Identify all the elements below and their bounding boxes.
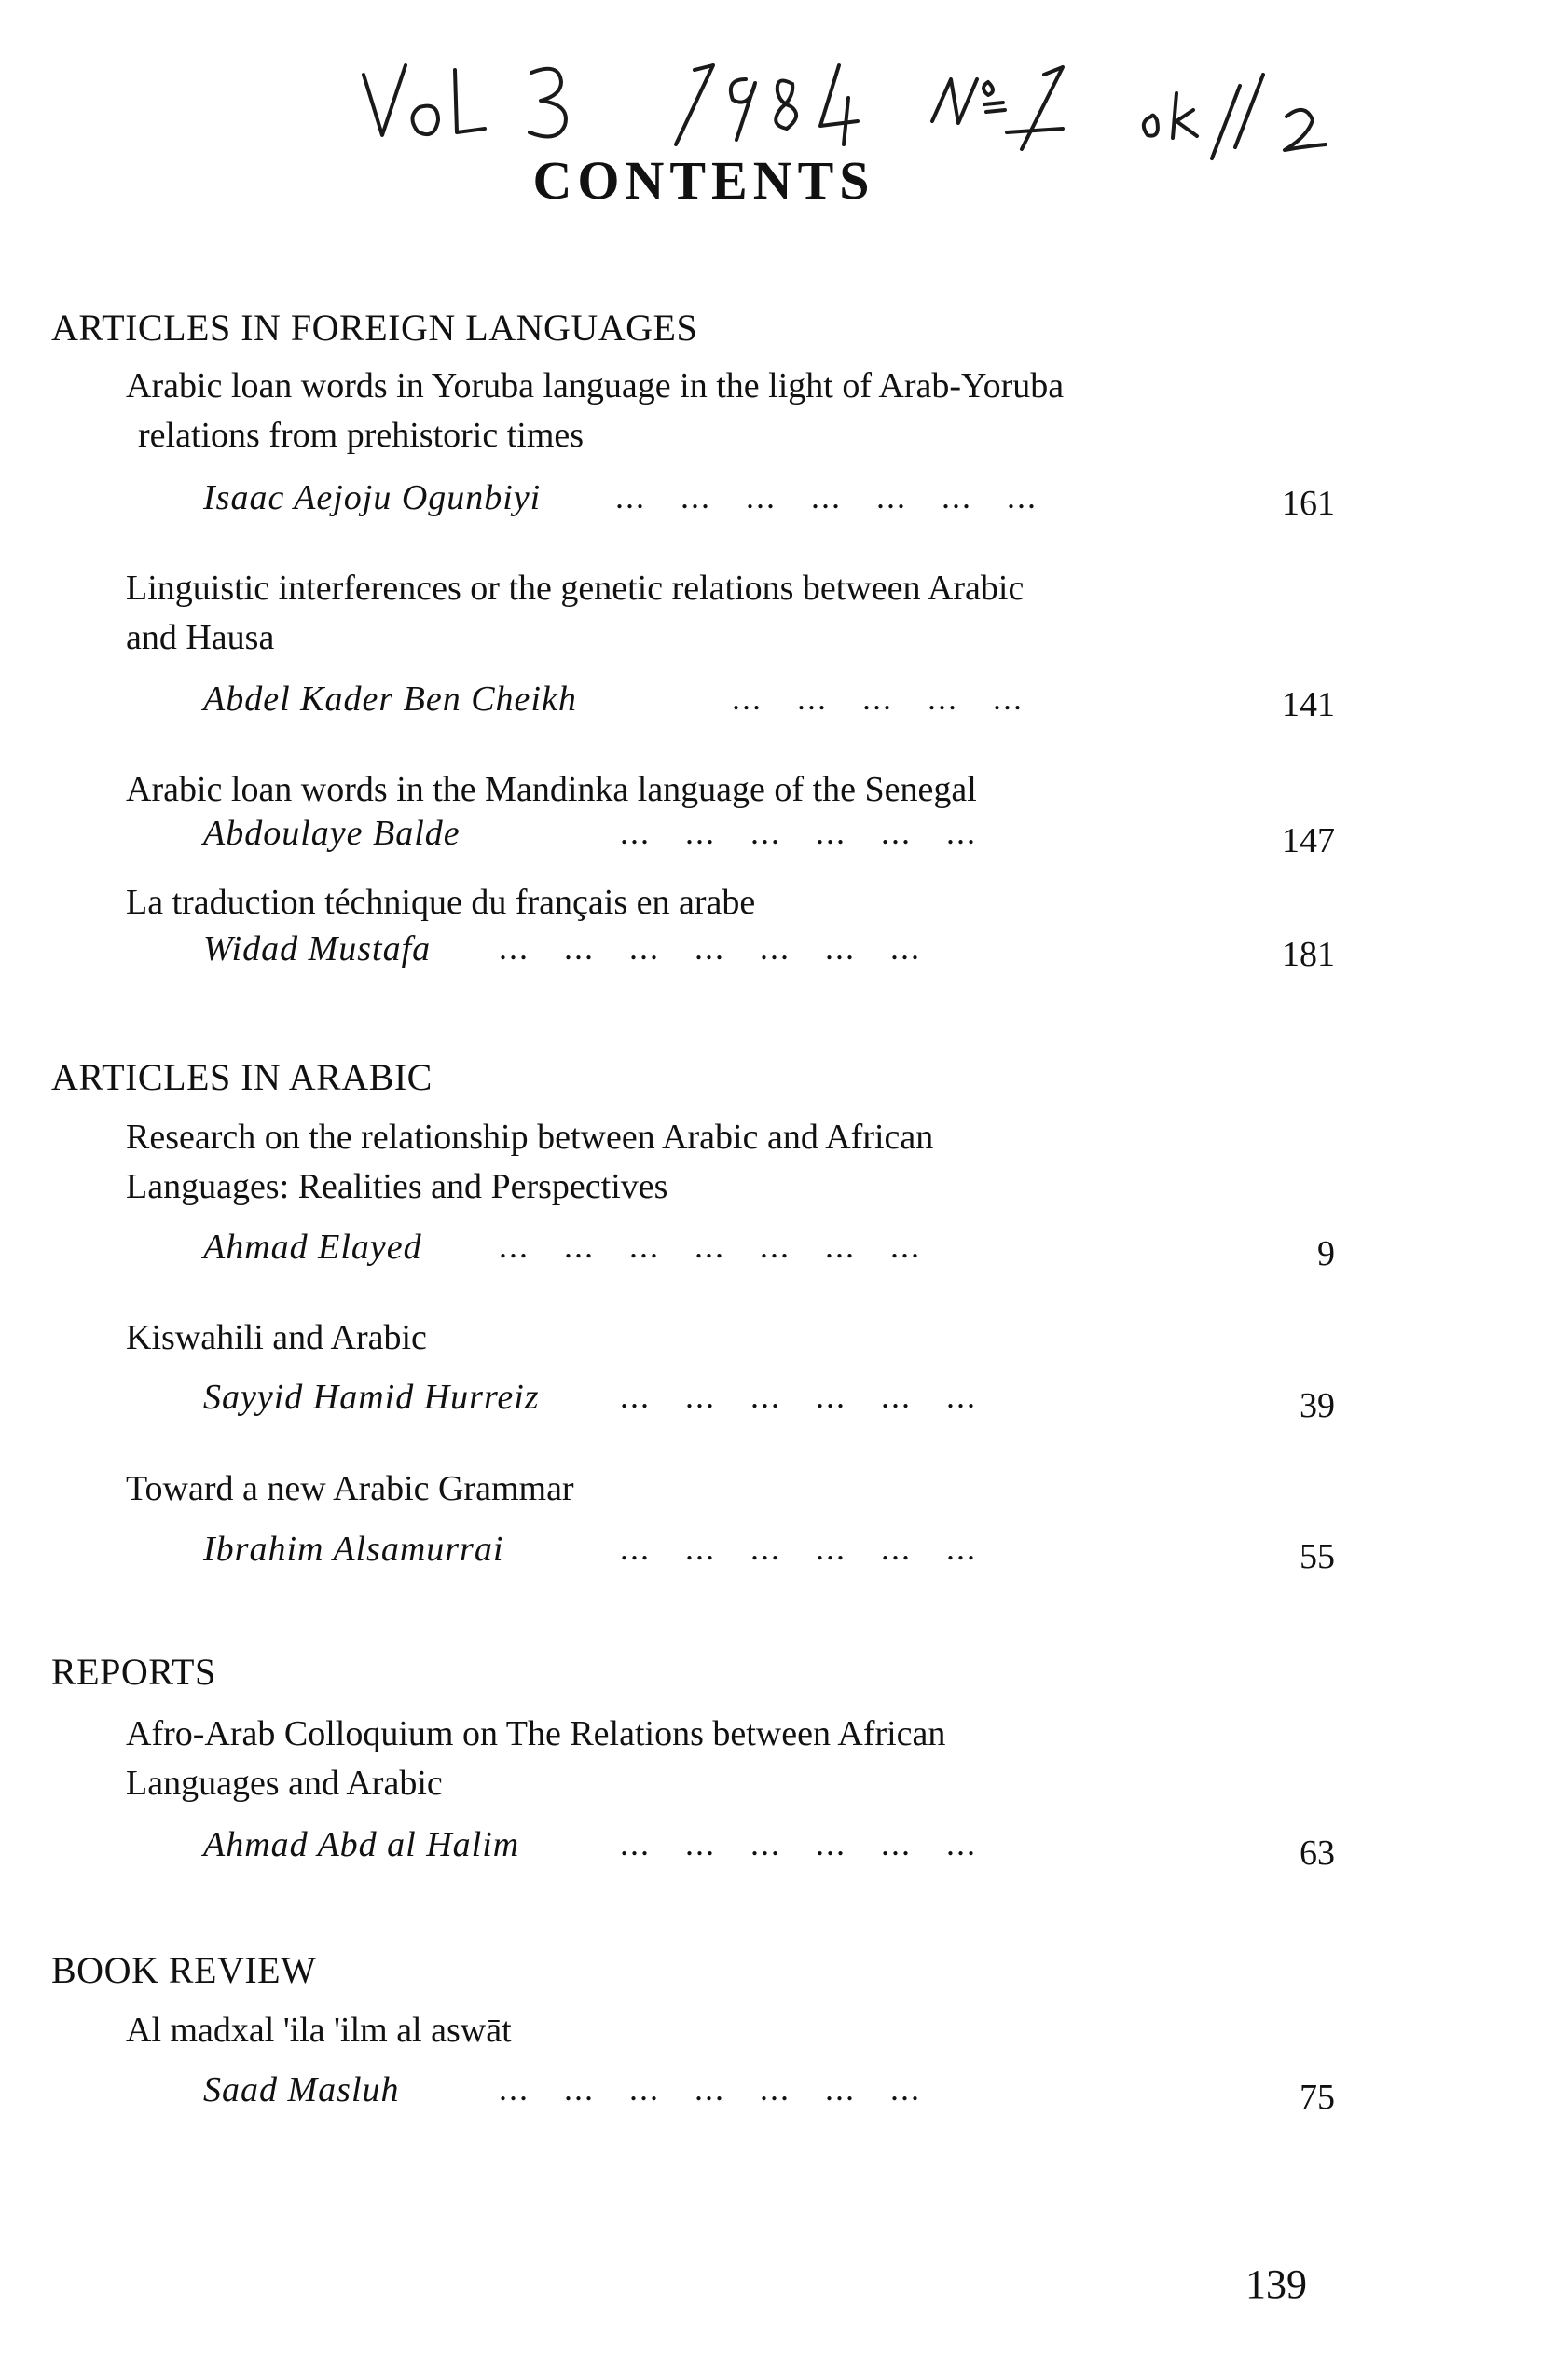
entry-title-line: relations from prehistoric times [138,416,585,455]
entry-page-number: 147 [1282,821,1335,860]
entry-author: Sayyid Hamid Hurreiz [203,1378,540,1417]
entry-author: Ahmad Elayed [203,1228,422,1267]
dot-leader: ... ... ... ... ... [732,680,1024,717]
entry-title-line: Toward a new Arabic Grammar [126,1469,574,1508]
entry-title-line: Afro-Arab Colloquium on The Relations between African [126,1714,946,1753]
entry-page-number: 63 [1300,1834,1335,1873]
entry-author: Ahmad Abd al Halim [203,1825,520,1864]
entry-title-line: Arabic loan words in the Mandinka language of the Senegal [126,770,977,809]
dot-leader: ... ... ... ... ... ... ... [499,2070,921,2108]
section-heading-foreign-languages: ARTICLES IN FOREIGN LANGUAGES [51,307,698,349]
dot-leader: ... ... ... ... ... ... [620,1378,977,1415]
section-heading-arabic: ARTICLES IN ARABIC [51,1056,433,1098]
entry-author: Widad Mustafa [203,929,432,969]
entry-page-number: 9 [1317,1234,1335,1273]
entry-author: Ibrahim Alsamurrai [203,1530,504,1569]
section-heading-reports: REPORTS [51,1651,216,1693]
dot-leader: ... ... ... ... ... ... [620,1530,977,1567]
contents-title: CONTENTS [532,150,875,211]
dot-leader: ... ... ... ... ... ... [620,1825,977,1862]
entry-author: Abdel Kader Ben Cheikh [203,680,577,719]
dot-leader: ... ... ... ... ... ... [620,814,977,851]
entry-author: Isaac Aejoju Ogunbiyi [203,478,542,517]
entry-page-number: 55 [1300,1537,1335,1576]
entry-author: Saad Masluh [203,2070,400,2109]
entry-page-number: 181 [1282,935,1335,974]
dot-leader: ... ... ... ... ... ... ... [499,929,921,967]
entry-page-number: 39 [1300,1386,1335,1425]
dot-leader: ... ... ... ... ... ... ... [499,1228,921,1265]
entry-title-line: Arabic loan words in Yoruba language in the light of Arab-Yoruba [126,366,1065,405]
entry-page-number: 141 [1282,685,1335,724]
entry-title-line: Kiswahili and Arabic [126,1318,427,1357]
section-heading-book-review: BOOK REVIEW [51,1949,317,1991]
entry-page-number: 161 [1282,484,1335,523]
entry-author: Abdoulaye Balde [203,814,461,853]
entry-title-line: and Hausa [126,618,275,657]
entry-title-line: La traduction téchnique du français en arabe [126,883,756,922]
entry-page-number: 75 [1300,2078,1335,2117]
entry-title-line: Linguistic interferences or the genetic relations between Arabic [126,569,1025,608]
entry-title-line: Al madxal 'ila 'ilm al aswāt [126,2011,512,2050]
dot-leader: ... ... ... ... ... ... ... [615,478,1038,515]
page-folio: 139 [1245,2261,1307,2307]
entry-title-line: Research on the relationship between Arabic and African [126,1118,934,1157]
entry-title-line: Languages: Realities and Perspectives [126,1167,668,1206]
entry-title-line: Languages and Arabic [126,1764,443,1803]
